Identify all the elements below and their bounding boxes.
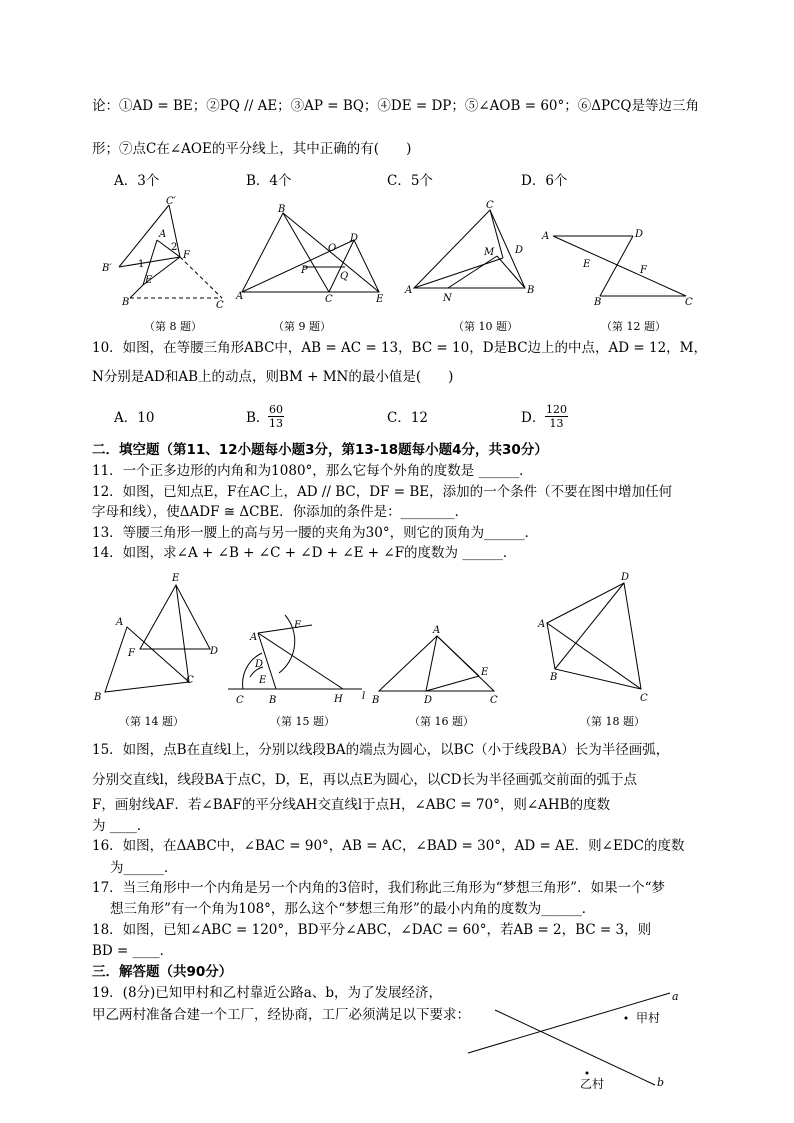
svg-text:C: C [486, 200, 494, 211]
svg-text:E: E [376, 294, 384, 305]
village-b-point [586, 1072, 589, 1075]
caption-fig18: （第 18 题） [580, 715, 645, 728]
figures-row-1 [0, 195, 794, 320]
q10-option-c: C．12 [387, 410, 429, 426]
q18-line1: 18．如图，已知∠ABC = 120°，BD平分∠ABC，∠DAC = 60°，若AB = 2，BC = 3，则 [92, 922, 652, 938]
svg-text:C: C [685, 297, 693, 308]
q15-line4: 为 ____． [92, 818, 151, 834]
svg-text:D: D [255, 659, 264, 670]
section-3-heading: 三．解答题（共90分） [92, 964, 233, 980]
q10-option-d-fraction [545, 403, 568, 430]
svg-text:D: D [621, 572, 630, 583]
figure-19 [460, 985, 690, 1100]
fraction-denominator: 13 [269, 417, 283, 430]
svg-text:D: D [210, 646, 219, 657]
svg-text:C: C [325, 294, 333, 305]
caption-fig9: （第 9 题） [273, 320, 331, 333]
svg-text:A: A [433, 625, 441, 636]
figure-14-labels [93, 573, 218, 703]
village-a-point [625, 1017, 628, 1020]
q10-line2: N分别是AD和AB上的动点，则BM + MN的最小值是( ) [92, 369, 454, 385]
svg-text:A: A [159, 229, 167, 240]
svg-text:F: F [294, 620, 301, 631]
figure-9 [242, 213, 379, 292]
q10-option-a: A．10 [114, 410, 155, 426]
q16-line2: 为______． [110, 860, 178, 876]
village-b-label: 乙村 [580, 1077, 605, 1091]
q18-line2: BD = ____． [92, 943, 174, 959]
svg-text:1: 1 [138, 259, 145, 270]
caption-fig15: （第 15 题） [270, 715, 335, 728]
village-a-label: 甲村 [636, 1011, 661, 1025]
figure-10 [414, 210, 525, 288]
caption-fig10: （第 10 题） [453, 320, 518, 333]
svg-text:E: E [583, 259, 591, 270]
caption-fig16: （第 16 题） [409, 715, 474, 728]
svg-text:C: C [216, 300, 224, 311]
q12-line2: 字母和线），使ΔADF ≅ ΔCBE．你添加的条件是：________． [92, 504, 469, 520]
svg-text:B: B [278, 204, 286, 215]
figures-row-2 [0, 565, 794, 715]
q10-option-d-prefix: D． [521, 410, 546, 426]
svg-text:A: A [542, 231, 550, 242]
svg-text:A: A [538, 619, 546, 630]
q14: 14．如图，求∠A + ∠B + ∠C + ∠D + ∠E + ∠F的度数为 ______． [92, 545, 517, 561]
svg-text:E: E [481, 667, 489, 678]
caption-fig8: （第 8 题） [144, 320, 202, 333]
svg-text:B: B [594, 297, 602, 308]
q11: 11．一个正多边形的内角和为1080°，那么它每个外角的度数是 ______． [92, 463, 533, 479]
q19-line1: 19．(8分)已知甲村和乙村靠近公路a、b，为了发展经济， [92, 985, 442, 1001]
svg-text:C: C [490, 695, 498, 706]
svg-text:M: M [484, 247, 495, 258]
svg-text:B: B [269, 695, 277, 706]
caption-fig12: （第 12 题） [601, 320, 666, 333]
figure-9-labels [235, 204, 384, 305]
svg-text:D: D [350, 233, 359, 244]
svg-text:E: E [172, 573, 180, 584]
svg-text:N: N [443, 293, 452, 304]
q9-option-b: B．4个 [246, 173, 292, 189]
q15-line2: 分别交直线l，线段BA于点C，D，E，再以点E为圆心，以CD长为半径画弧交前面的弧于点 [92, 772, 638, 788]
svg-text:D: D [635, 229, 644, 240]
svg-text:B: B [94, 692, 102, 703]
svg-text:D: D [515, 245, 524, 256]
q17-line2: 想三角形”有一个角为108°，那么这个“梦想三角形”的最小内角的度数为______． [110, 901, 596, 917]
svg-text:l: l [362, 691, 366, 702]
svg-text:P: P [301, 265, 308, 276]
svg-text:Q: Q [340, 271, 349, 282]
figure-14 [105, 585, 210, 692]
svg-text:A: A [116, 617, 124, 628]
svg-text:F: F [640, 265, 647, 276]
svg-text:B: B [527, 285, 535, 296]
q13: 13．等腰三角形一腰上的高与另一腰的夹角为30°，则它的顶角为______． [92, 525, 539, 541]
svg-text:A: A [405, 285, 413, 296]
svg-text:C′: C′ [166, 196, 176, 207]
q10-line1: 10．如图，在等腰三角形ABC中，AB = AC = 13，BC = 10，D是BC边上的中点，AD = 12，M， [92, 340, 708, 356]
figure-18 [547, 583, 641, 689]
svg-text:C: C [186, 675, 194, 686]
figure-18-labels [537, 572, 648, 704]
q16-line1: 16．如图，在ΔABC中，∠BAC = 90°，AB = AC，∠BAD = 30°，AD = AE．则∠EDC的度数 [92, 838, 685, 854]
q17-line1: 17．当三角形中一个内角是另一个内角的3倍时，我们称此三角形为“梦想三角形”．如果一个“梦 [92, 880, 665, 896]
svg-text:2: 2 [171, 242, 178, 253]
road-b-label: b [657, 1076, 665, 1089]
q9-option-d: D．6个 [521, 173, 568, 189]
svg-text:F: F [128, 648, 135, 659]
svg-text:B: B [122, 297, 130, 308]
svg-text:A: A [250, 632, 258, 643]
q9-line2: 形；⑦点C在∠AOE的平分线上，其中正确的有( ) [92, 141, 412, 157]
q19-line2: 甲乙两村准备合建一个工厂，经协商，工厂必须满足以下要求： [92, 1007, 470, 1023]
svg-text:B: B [550, 672, 558, 683]
svg-text:B′: B′ [102, 263, 112, 274]
svg-text:E: E [145, 275, 153, 286]
svg-text:D: D [424, 695, 433, 706]
fraction-numerator: 120 [546, 403, 567, 416]
q10-option-b-prefix: B． [246, 410, 270, 426]
q9-option-c: C．5个 [387, 173, 433, 189]
svg-text:B: B [372, 695, 380, 706]
caption-fig14: （第 14 题） [119, 715, 184, 728]
svg-text:C: C [640, 693, 648, 704]
road-a-label: a [672, 990, 679, 1003]
q12-line1: 12．如图，已知点E，F在AC上，AD // BC，DF = BE，添加的一个条件（不要在图中增加任何 [92, 484, 673, 500]
fraction-numerator: 60 [269, 403, 283, 416]
q9-option-a: A．3个 [114, 173, 160, 189]
figure-16-labels [371, 625, 498, 706]
q15-line1: 15．如图，点B在直线l上，分别以线段BA的端点为圆心，以BC（小于线段BA）长为半径画弧， [92, 742, 670, 758]
svg-text:H: H [334, 694, 343, 705]
q15-line3: F，画射线AF．若∠BAF的平分线AH交直线l于点H，∠ABC = 70°，则∠AHB的度数 [92, 797, 611, 813]
svg-text:F: F [183, 250, 190, 261]
q10-option-b-fraction [268, 403, 284, 430]
figure-12 [553, 236, 686, 296]
svg-text:O: O [328, 243, 337, 254]
q9-line1: 论：①AD = BE；②PQ // AE；③AP = BQ；④DE = DP；⑤∠AOB = 60°；⑥ΔPCQ是等边三角 [92, 98, 699, 114]
svg-text:A: A [236, 291, 244, 302]
section-2-heading: 二．填空题（第11、12小题每小题3分，第13-18题每小题4分，共30分） [92, 442, 548, 458]
figure-8 [119, 205, 222, 320]
fraction-denominator: 13 [549, 417, 564, 430]
figure-16 [379, 636, 494, 691]
svg-text:E: E [259, 675, 267, 686]
svg-text:C: C [236, 695, 244, 706]
figure-15-labels [236, 620, 365, 706]
